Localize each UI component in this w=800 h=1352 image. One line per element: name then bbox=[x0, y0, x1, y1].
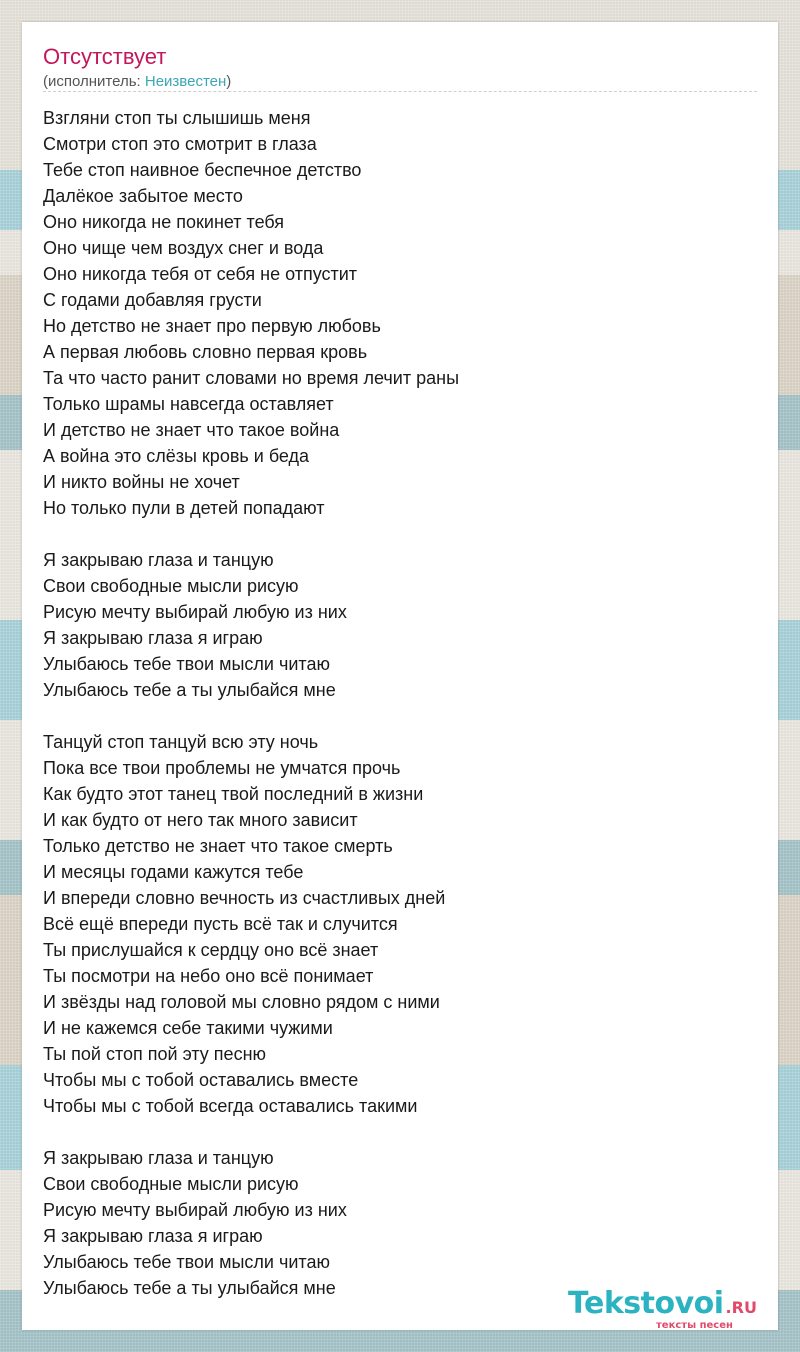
lyrics-verse bbox=[43, 1145, 763, 1301]
lyrics-text bbox=[43, 105, 763, 1301]
lyric-line: Далёкое забытое место bbox=[43, 186, 243, 206]
lyric-line: А первая любовь словно первая кровь bbox=[43, 342, 368, 362]
lyric-line: Но только пули в детей попадают bbox=[43, 498, 325, 518]
lyric-line: Ты посмотри на небо оно всё понимает bbox=[43, 966, 374, 986]
lyric-line: С годами добавляя грусти bbox=[43, 290, 262, 310]
lyric-line: Свои свободные мысли рисую bbox=[43, 1174, 299, 1194]
dashed-divider bbox=[43, 91, 757, 92]
song-title: Отсутствует bbox=[43, 44, 167, 69]
lyric-line: Улыбаюсь тебе а ты улыбайся мне bbox=[43, 1278, 336, 1298]
lyric-line: А война это слёзы кровь и беда bbox=[43, 446, 310, 466]
artist-line bbox=[43, 72, 231, 92]
lyric-line: Всё ещё впереди пусть всё так и случится bbox=[43, 914, 398, 934]
lyrics-verse bbox=[43, 547, 763, 703]
lyric-line: Смотри стоп это смотрит в глаза bbox=[43, 134, 317, 154]
lyric-line: Та что часто ранит словами но время лечит раны bbox=[43, 368, 460, 388]
lyric-line: Только шрамы навсегда оставляет bbox=[43, 394, 334, 414]
artist-link[interactable]: Неизвестен bbox=[144, 73, 227, 90]
lyric-line: И месяцы годами кажутся тебе bbox=[43, 862, 304, 882]
lyric-line: И как будто от него так много зависит bbox=[43, 810, 358, 830]
lyric-line: Оно никогда тебя от себя не отпустит bbox=[43, 264, 358, 284]
lyric-line: Но детство не знает про первую любовь bbox=[43, 316, 381, 336]
lyric-line: Я закрываю глаза я играю bbox=[43, 1226, 263, 1246]
lyric-line: Свои свободные мысли рисую bbox=[43, 576, 299, 596]
lyric-line: Пока все твои проблемы не умчатся прочь bbox=[43, 758, 401, 778]
lyric-line: Улыбаюсь тебе а ты улыбайся мне bbox=[43, 680, 336, 700]
lyric-line: Я закрываю глаза и танцую bbox=[43, 1148, 274, 1168]
lyric-line: Тебе стоп наивное беспечное детство bbox=[43, 160, 362, 180]
lyric-line: Ты пой стоп пой эту песню bbox=[43, 1044, 267, 1064]
lyric-line: Чтобы мы с тобой всегда оставались такими bbox=[43, 1096, 418, 1116]
lyric-line: Улыбаюсь тебе твои мысли читаю bbox=[43, 1252, 330, 1272]
lyric-line: Взгляни стоп ты слышишь меня bbox=[43, 108, 311, 128]
artist-suffix: ) bbox=[226, 73, 232, 90]
lyric-line: И никто войны не хочет bbox=[43, 472, 240, 492]
lyric-line: Улыбаюсь тебе твои мысли читаю bbox=[43, 654, 330, 674]
lyric-line: Только детство не знает что такое смерть bbox=[43, 836, 393, 856]
site-logo[interactable] bbox=[568, 1286, 757, 1331]
lyric-line: И звёзды над головой мы словно рядом с ними bbox=[43, 992, 440, 1012]
lyrics-verse bbox=[43, 105, 763, 521]
lyric-line: Рисую мечту выбирай любую из них bbox=[43, 1200, 347, 1220]
lyrics-verse bbox=[43, 729, 763, 1119]
lyric-line: И детство не знает что такое война bbox=[43, 420, 340, 440]
lyric-line: Танцуй стоп танцуй всю эту ночь bbox=[43, 732, 319, 752]
lyric-line: Как будто этот танец твой последний в жизни bbox=[43, 784, 424, 804]
lyric-line: Чтобы мы с тобой оставались вместе bbox=[43, 1070, 359, 1090]
lyric-line: Оно никогда не покинет тебя bbox=[43, 212, 285, 232]
lyric-line: И впереди словно вечность из счастливых дней bbox=[43, 888, 446, 908]
lyric-line: Рисую мечту выбирай любую из них bbox=[43, 602, 347, 622]
lyric-line: И не кажемся себе такими чужими bbox=[43, 1018, 333, 1038]
logo-tld: .RU bbox=[725, 1298, 757, 1317]
lyrics-card bbox=[22, 22, 778, 1330]
lyric-line: Ты прислушайся к сердцу оно всё знает bbox=[43, 940, 379, 960]
artist-prefix: (исполнитель: bbox=[43, 73, 145, 90]
lyric-line: Я закрываю глаза и танцую bbox=[43, 550, 274, 570]
lyric-line: Я закрываю глаза я играю bbox=[43, 628, 263, 648]
lyric-line: Оно чище чем воздух снег и вода bbox=[43, 238, 324, 258]
logo-brand: Tekstovoi bbox=[568, 1286, 724, 1321]
logo-tagline: тексты песен bbox=[656, 1320, 733, 1331]
